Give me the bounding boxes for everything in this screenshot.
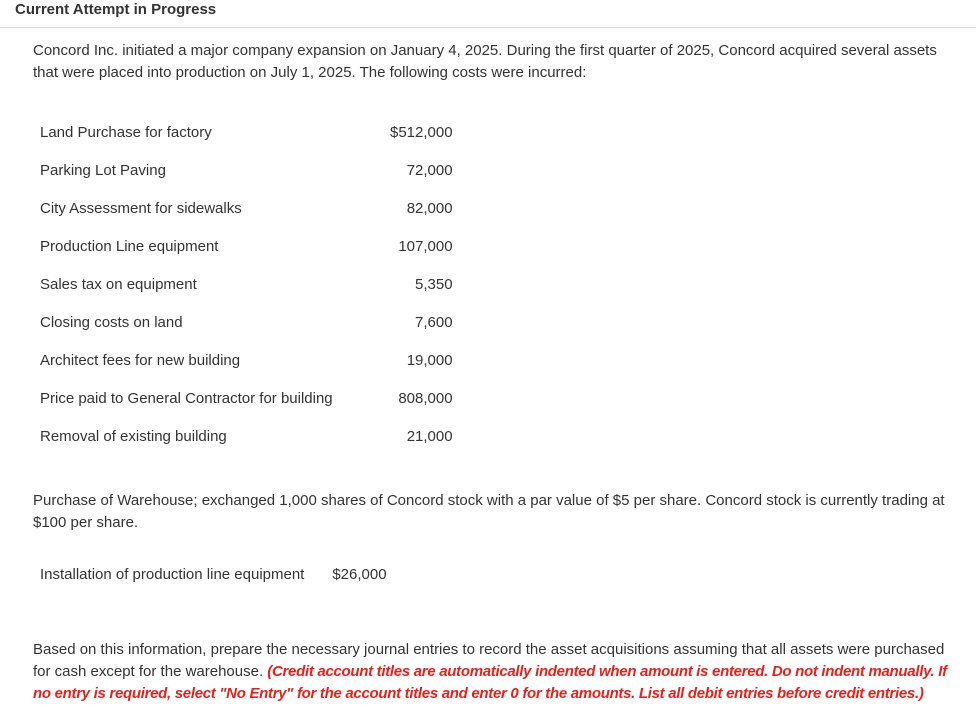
table-row	[40, 417, 453, 455]
instructions-note: (Credit account titles are automatically indented when amount is entered. Do not indent manually. If no entry is required, select "No Entry" for the account titles and enter 0 for the amounts. List all debit entries before credit entries.)	[33, 663, 947, 702]
instructions	[33, 639, 958, 705]
problem-intro: Concord Inc. initiated a major company expansion on January 4, 2025. During the first quarter of 2025, Concord acquired several assets that were placed into production on July 1, 2025. The following costs were incurred:	[33, 42, 937, 81]
cost-amount: 7,600	[415, 313, 453, 331]
table-row	[40, 227, 453, 265]
table-row	[40, 265, 453, 303]
table-row	[40, 341, 453, 379]
warehouse-description: Purchase of Warehouse; exchanged 1,000 shares of Concord stock with a par value of $5 per share. Concord stock is currently trading at $100 per share.	[33, 492, 945, 531]
cost-amount: 82,000	[406, 199, 453, 217]
cost-label: City Assessment for sidewalks	[40, 199, 242, 217]
table-row	[40, 379, 453, 417]
table-row	[40, 189, 453, 227]
table-row	[40, 303, 453, 341]
installation-label: Installation of production line equipment	[40, 566, 305, 583]
table-row	[40, 151, 453, 189]
installation-amount: $26,000	[332, 566, 387, 583]
cost-label: Production Line equipment	[40, 237, 219, 255]
cost-amount: 21,000	[406, 427, 453, 445]
cost-label: Price paid to General Contractor for building	[40, 389, 333, 407]
cost-amount: 72,000	[406, 161, 453, 179]
cost-label: Removal of existing building	[40, 427, 227, 445]
cost-amount: 19,000	[406, 351, 453, 369]
cost-label: Land Purchase for factory	[40, 123, 212, 141]
cost-amount: 808,000	[398, 389, 453, 407]
table-row	[40, 113, 453, 151]
cost-label: Sales tax on equipment	[40, 275, 197, 293]
cost-amount: 107,000	[398, 237, 453, 255]
cost-table	[40, 113, 453, 455]
cost-label: Parking Lot Paving	[40, 161, 166, 179]
instructions-text: Based on this information, prepare the necessary journal entries to record the asset acquisitions assuming that all assets were purchased for cash except for the warehouse.	[33, 641, 945, 680]
page-title: Current Attempt in Progress	[15, 1, 217, 18]
page-header	[0, 0, 976, 28]
installation-cost-row	[40, 566, 387, 583]
cost-label: Closing costs on land	[40, 313, 183, 331]
cost-amount: 5,350	[415, 275, 453, 293]
cost-label: Architect fees for new building	[40, 351, 241, 369]
cost-amount: $512,000	[390, 123, 453, 141]
